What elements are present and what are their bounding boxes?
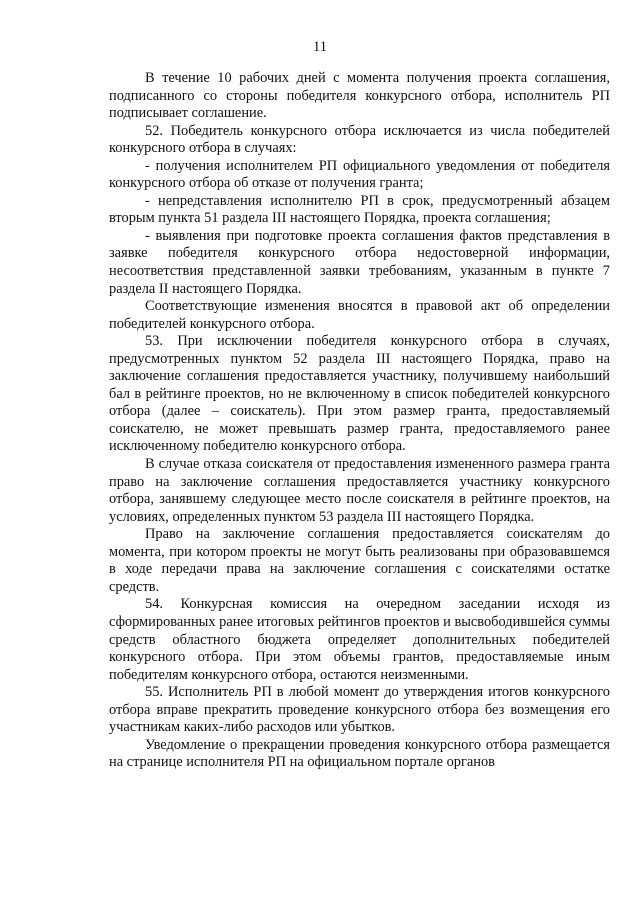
paragraph-item-52-case-refusal: - получения исполнителем РП официального уведомления от победителя конкурсного отбора об отказе от получения гранта; <box>109 157 610 192</box>
paragraph-item-52-case-nonsubmission: - непредставления исполнителю РП в срок, предусмотренный абзацем вторым пункта 51 раздела III настоящего Порядка, проекта соглашения; <box>109 192 610 227</box>
paragraph-item-53: 53. При исключении победителя конкурсного отбора в случаях, предусмотренных пунктом 52 раздела III настоящего Порядка, право на заключение соглашения предоставляется участнику, получившему наибольший бал в рейтинге проектов, но не включенному в список победителей конкурсного отбора (далее – соискатель). При этом размер гранта, предоставляемый соискателю, не может превышать размер гранта, предоставляемого ранее исключенному победителю конкурсного отбора. <box>109 333 610 455</box>
paragraph-item-53-refusal: В случае отказа соискателя от предоставления измененного размера гранта право на заключение соглашения предоставляется участнику конкурсного отбора, занявшему следующее место после соискателя в рейтинге проектов, на условиях, определенных пунктом 53 раздела III настоящего Порядка. <box>109 456 610 525</box>
paragraph-item-52-case-false-info: - выявления при подготовке проекта соглашения фактов представления в заявке победителя конкурсного отбора недостоверной информации, несоответствия представленной заявки требованиям, указанным в пункте 7 раздела II настоящего Порядка. <box>109 227 610 297</box>
paragraph-item-53-right: Право на заключение соглашения предоставляется соискателям до момента, при котором проекты не могут быть реализованы при образовавшемся в ходе передачи права на заключение соглашения с соискателями остатке средств. <box>109 526 610 595</box>
paragraph-item-52-changes: Соответствующие изменения вносятся в правовой акт об определении победителей конкурсного отбора. <box>109 298 610 332</box>
document-body <box>109 70 610 772</box>
paragraph-item-55-notice: Уведомление о прекращении проведения конкурсного отбора размещается на странице исполнителя РП на официальном портале органов <box>109 736 610 771</box>
page-number: 11 <box>313 39 327 55</box>
paragraph-item-54: 54. Конкурсная комиссия на очередном заседании исходя из сформированных ранее итоговых рейтингов проектов и высвободившейся суммы средств областного бюджета определяет дополнительных победителей конкурсного отбора. При этом объемы грантов, предоставляемые иным победителям конкурсного отбора, остаются неизменными. <box>109 596 610 683</box>
paragraph-signing-deadline: В течение 10 рабочих дней с момента получения проекта соглашения, подписанного со стороны победителя конкурсного отбора, исполнитель РП подписывает соглашение. <box>109 70 610 122</box>
paragraph-item-52: 52. Победитель конкурсного отбора исключается из числа победителей конкурсного отбора в случаях: <box>109 122 610 157</box>
paragraph-item-55: 55. Исполнитель РП в любой момент до утверждения итогов конкурсного отбора вправе прекратить проведение конкурсного отбора без возмещения его участникам каких-либо расходов или убытков. <box>109 684 610 736</box>
